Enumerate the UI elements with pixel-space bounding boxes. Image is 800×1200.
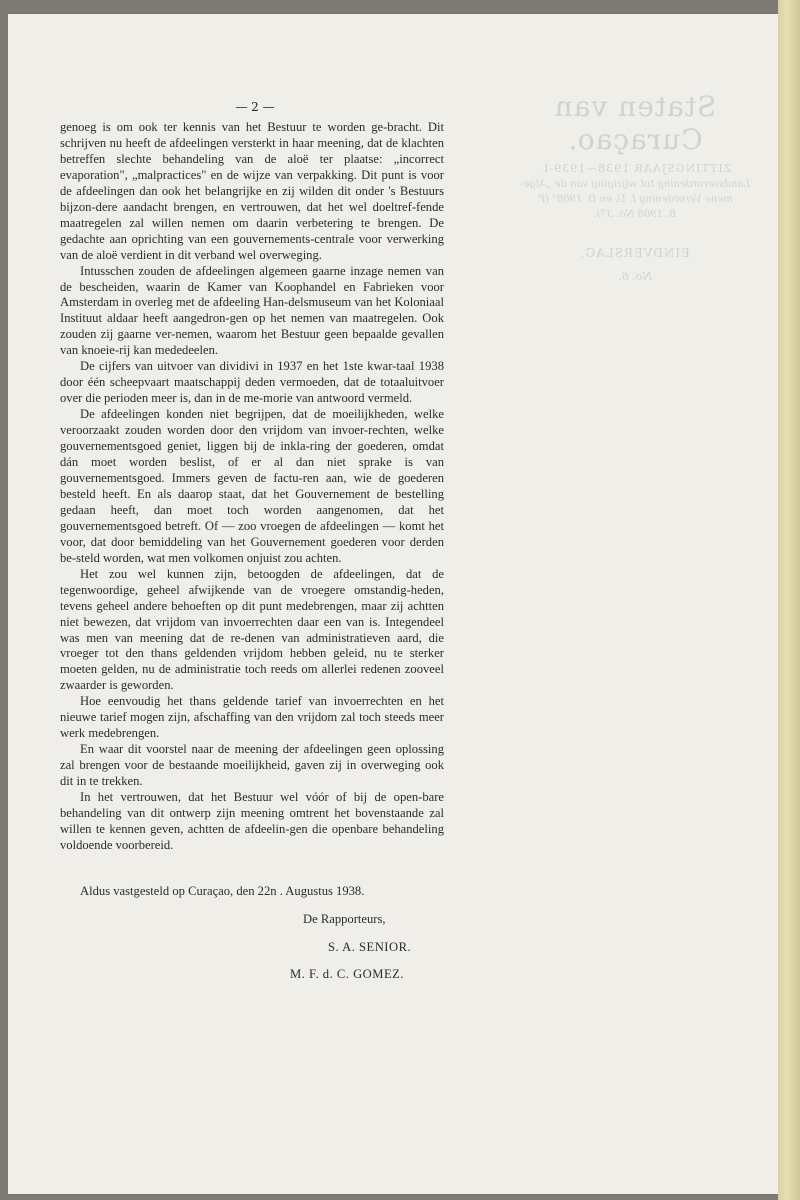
body-text bbox=[60, 120, 444, 854]
signatory-gomez: M. F. d. C. GOMEZ. bbox=[290, 967, 404, 981]
bleed-title: Staten van Curaçao. bbox=[553, 90, 717, 156]
rapporteurs-label: De Rapporteurs, bbox=[303, 912, 386, 926]
paragraph-3: De cijfers van uitvoer van dividivi in 1937 en het 1ste kwar-taal 1938 door één scheepvaart maatschappij deden vermoeden, dat de totaaluitvoer over die perioden meer is, dan in de me-morie van antwoord vermeld. bbox=[60, 359, 444, 406]
paragraph-4: De afdeelingen konden niet begrijpen, dat de moeilijkheden, welke veroorzaakt zouden worden door den vrijdom van invoer-rechten, welke gouvernementsgoed geniet, liggen bij de inkla-ring der goederen, omdat dán moet worden beslist, of er al dan niet sprake is van gouvernementsgoed. Immers geven de factu-ren aan, wie de goederen besteld heeft. En als daarop staat, dat het Gouvernement de bestelling gedaan heeft, dan moet toch worden aangenomen, dat het gouvernementsgoed betreft. Of — zoo vroegen de afdeelingen — komt het voor, dat door bemiddeling van het Gouvernement goederen voor derden be-steld worden, wat men volkomen onjuist zou achten. bbox=[60, 407, 444, 565]
page-number: — 2 — bbox=[235, 100, 275, 114]
paragraph-7: En waar dit voorstel naar de meening der afdeelingen geen oplossing zal brengen voor de bestaande moeilijkheid, gaven zij in overweging ook dit in te trekken. bbox=[60, 742, 444, 789]
bleed-heading: EINDVERSLAG. bbox=[580, 246, 690, 260]
paragraph-1: genoeg is om ook ter kennis van het Bestuur te worden ge-bracht. Dit schrijven nu heeft de afdeelingen versterkt in haar meening, dat de klachten betreffen slechte behandeling van de aloë ter plaatse: „incorrect evaporation", „malpractices" en de wijze van verpakking. Dit punt is voor de afdeelingen dan ook het belangrijke en zij wilden dit onder 's Bestuurs bijzon-dere aandacht brengen, en vertrouwen, dat het wel doeltref-fende maatregelen zal willen nemen om daarin verbetering te brengen. De gedachte aan oprichting van een gouvernements-centrale voor verwerking van de aloë verdient in dit verband wel overweging. bbox=[60, 120, 444, 262]
place-date: Aldus vastgesteld op Curaçao, den 22n . Augustus 1938. bbox=[80, 884, 365, 898]
paragraph-5: Het zou wel kunnen zijn, betoogden de afdeelingen, dat de tegenwoordige, geheel afwijkende van de vroegere omstandig-heden, tevens geheel andere behoeften op dit punt medebrengen, maar zij achtten niet bewezen, dat vrijdom van invoerrechten daar een van is. Integendeel was men van meening dat de re-denen van administratieven aard, die vroeger tot den thans geldenden vrijdom hebben geleid, nu te sterker moeten gelden, nu de administratie toch reeds om allerlei redenen zooveel zwaarder is geworden. bbox=[60, 566, 444, 693]
bleed-subtitle: ZITTINGSJAAR 1938—1939-I. bbox=[538, 162, 732, 175]
signatory-senior: S. A. SENIOR. bbox=[328, 940, 412, 954]
bleed-number: No. 6. bbox=[618, 270, 652, 283]
bleed-through-text bbox=[500, 90, 770, 283]
paragraph-6: Hoe eenvoudig het thans geldende tarief van invoerrechten en het nieuwe tarief mogen zijn, afschaffing van den vrijdom zal toch steeds meer werk medebrengen. bbox=[60, 694, 444, 741]
bleed-line-2: mene Verordening I. U. en D. 1908" (P. bbox=[537, 194, 733, 205]
paragraph-2: Intusschen zouden de afdeelingen algemeen gaarne inzage nemen van de bescheiden, waarin de Kamer van Koophandel en Fabrieken voor Amsterdam in overleg met de afdeeling Han-delsmuseum van het Koloniaal Instituut aldaar heeft aangedron-gen op het nemen van maatregelen. Ook zouden zij gaarne ver-nemen, waarom het Bestuur geen bepaalde gevallen van knoeie-rij kan mededeelen. bbox=[60, 263, 444, 358]
book-spine bbox=[778, 0, 800, 1200]
bleed-line-3: B. 1908 No. 37). bbox=[593, 209, 677, 220]
bleed-line-1: Landsverordening tot wijziging van de „Alge- bbox=[520, 179, 750, 190]
closing-block bbox=[60, 884, 444, 981]
paragraph-8: In het vertrouwen, dat het Bestuur wel vóór of bij de open-bare behandeling van dit ontwerp zijn meening omtrent het bovenstaande zal willen te kennen geven, achtten de afdeelin-gen die openbare behandeling voldoende voorbereid. bbox=[60, 790, 444, 852]
